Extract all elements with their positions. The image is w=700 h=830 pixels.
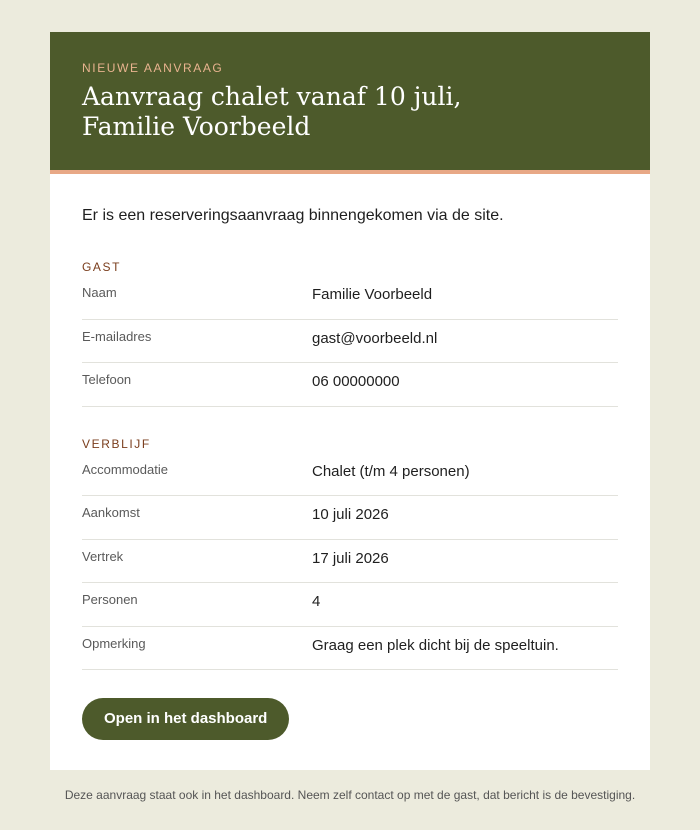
email-header: [50, 32, 650, 174]
footer-note: Deze aanvraag staat ook in het dashboard. Neem zelf contact op met de gast, dat bericht is de bevestiging.: [64, 788, 636, 802]
row-value: Graag een plek dicht bij de speeltuin.: [312, 636, 559, 654]
detail-row-remark: [82, 627, 618, 671]
row-label: Accommodatie: [82, 461, 168, 477]
row-label: Vertrek: [82, 548, 124, 564]
detail-row-persons: [82, 583, 618, 627]
detail-row-departure: [82, 540, 618, 584]
row-value: Chalet (t/m 4 personen): [312, 462, 470, 480]
detail-row-name: [82, 276, 618, 320]
detail-row-arrival: [82, 496, 618, 540]
row-value: Familie Voorbeeld: [312, 286, 433, 303]
row-label: Naam: [82, 285, 117, 300]
email-title: Aanvraag chalet vanaf 10 juli, Familie Voorbeeld: [82, 82, 462, 141]
row-label: Aankomst: [82, 505, 140, 520]
row-label: E-mailadres: [82, 328, 152, 344]
row-label: Personen: [82, 592, 138, 607]
guest-details: [82, 276, 618, 407]
eyebrow-label: NIEUWE AANVRAAG: [82, 61, 224, 75]
row-label: Opmerking: [82, 635, 146, 651]
email-body: [50, 205, 650, 740]
detail-row-email: [82, 320, 618, 364]
stay-details: [82, 453, 618, 671]
open-dashboard-button[interactable]: Open in het dashboard: [82, 698, 289, 740]
row-value: 06 00000000: [312, 373, 400, 390]
row-value: 10 juli 2026: [312, 506, 389, 523]
row-value: gast@voorbeeld.nl: [312, 329, 438, 347]
row-value: 17 juli 2026: [312, 549, 389, 567]
intro-text: Er is een reserveringsaanvraag binnengekomen via de site.: [82, 207, 504, 224]
email-card: [50, 32, 650, 770]
detail-row-phone: [82, 363, 618, 407]
row-value: 4: [312, 593, 321, 610]
section-label-stay: VERBLIJF: [82, 436, 151, 451]
detail-row-accommodation: [82, 453, 618, 497]
section-label-guest: GAST: [82, 260, 122, 274]
row-label: Telefoon: [82, 372, 132, 387]
